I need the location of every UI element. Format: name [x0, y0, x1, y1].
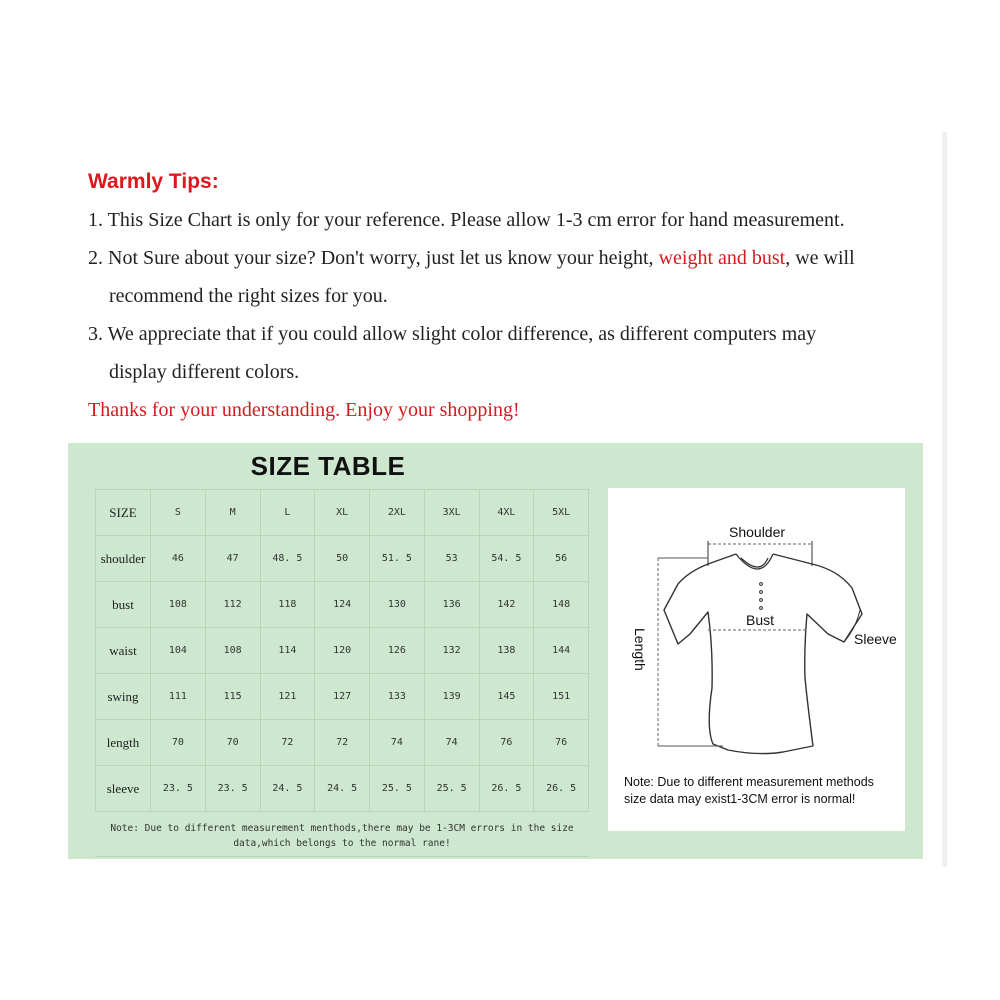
size-col-header: M — [205, 490, 260, 536]
table-cell: 139 — [424, 674, 479, 720]
page-edge-divider — [942, 132, 947, 867]
table-cell: 151 — [534, 674, 589, 720]
table-cell: 25. 5 — [424, 766, 479, 812]
size-table — [95, 489, 589, 812]
size-table-note — [95, 821, 589, 851]
table-cell: 51. 5 — [370, 536, 425, 582]
table-cell: 114 — [260, 628, 315, 674]
table-cell: 23. 5 — [205, 766, 260, 812]
table-cell: 148 — [534, 582, 589, 628]
table-cell: 121 — [260, 674, 315, 720]
row-label: shoulder — [96, 536, 151, 582]
table-cell: 108 — [205, 628, 260, 674]
table-cell: 70 — [151, 720, 206, 766]
table-cell: 47 — [205, 536, 260, 582]
table-cell: 46 — [151, 536, 206, 582]
table-cell: 142 — [479, 582, 534, 628]
table-cell: 56 — [534, 536, 589, 582]
tshirt-collar — [741, 558, 768, 567]
row-label: sleeve — [96, 766, 151, 812]
tip-2-text: 2. Not Sure about your size? Don't worry, just let us know your height, — [88, 247, 659, 269]
size-table-title: SIZE TABLE — [250, 451, 406, 481]
note-divider — [95, 856, 589, 857]
table-cell: 136 — [424, 582, 479, 628]
table-cell: 130 — [370, 582, 425, 628]
size-col-header: XL — [315, 490, 370, 536]
table-cell: 24. 5 — [315, 766, 370, 812]
table-cell: 145 — [479, 674, 534, 720]
table-cell: 144 — [534, 628, 589, 674]
table-cell: 118 — [260, 582, 315, 628]
table-cell: 115 — [205, 674, 260, 720]
shoulder-label: Shoulder — [729, 524, 786, 540]
button-2 — [760, 591, 763, 594]
table-cell: 48. 5 — [260, 536, 315, 582]
table-cell: 127 — [315, 674, 370, 720]
button-4 — [760, 607, 763, 610]
button-3 — [760, 599, 763, 602]
diagram-note-line2: size data may exist1-3CM error is normal! — [624, 792, 856, 806]
size-header-row — [96, 490, 589, 536]
row-label: waist — [96, 628, 151, 674]
size-table-note-line1: Note: Due to different measurement menthods,there may be 1-3CM errors in the size — [110, 823, 574, 834]
size-col-header: 5XL — [534, 490, 589, 536]
table-row — [96, 582, 589, 628]
size-col-header: 4XL — [479, 490, 534, 536]
size-col-header: L — [260, 490, 315, 536]
size-col-header: 3XL — [424, 490, 479, 536]
table-cell: 126 — [370, 628, 425, 674]
tip-2 — [88, 247, 855, 270]
tshirt-outline — [664, 554, 862, 754]
table-row — [96, 674, 589, 720]
table-cell: 26. 5 — [534, 766, 589, 812]
table-cell: 74 — [424, 720, 479, 766]
table-cell: 54. 5 — [479, 536, 534, 582]
length-label: Length — [632, 628, 648, 671]
size-col-header: S — [151, 490, 206, 536]
table-cell: 76 — [534, 720, 589, 766]
tip-1: 1. This Size Chart is only for your reference. Please allow 1-3 cm error for hand measurement. — [88, 209, 845, 231]
table-cell: 76 — [479, 720, 534, 766]
tip-3: 3. We appreciate that if you could allow slight color difference, as different computers may — [88, 323, 817, 345]
table-cell: 74 — [370, 720, 425, 766]
table-cell: 24. 5 — [260, 766, 315, 812]
table-cell: 23. 5 — [151, 766, 206, 812]
table-row — [96, 720, 589, 766]
row-label: bust — [96, 582, 151, 628]
table-cell: 104 — [151, 628, 206, 674]
table-row — [96, 628, 589, 674]
table-cell: 132 — [424, 628, 479, 674]
button-1 — [760, 583, 763, 586]
table-cell: 26. 5 — [479, 766, 534, 812]
diagram-note-line1: Note: Due to different measurement methods — [624, 775, 874, 789]
size-header-label: SIZE — [96, 490, 151, 536]
table-cell: 138 — [479, 628, 534, 674]
table-cell: 72 — [260, 720, 315, 766]
tip-3-continued: display different colors. — [109, 361, 300, 383]
table-row — [96, 766, 589, 812]
table-cell: 70 — [205, 720, 260, 766]
table-cell: 120 — [315, 628, 370, 674]
thanks-message: Thanks for your understanding. Enjoy your shopping! — [88, 399, 520, 421]
bust-label: Bust — [746, 612, 775, 628]
tip-2-continued: recommend the right sizes for you. — [109, 285, 388, 307]
table-cell: 108 — [151, 582, 206, 628]
tip-2-highlight: weight and bust — [658, 247, 786, 269]
table-cell: 112 — [205, 582, 260, 628]
size-col-header: 2XL — [370, 490, 425, 536]
diagram-note — [624, 774, 904, 808]
table-cell: 133 — [370, 674, 425, 720]
table-cell: 50 — [315, 536, 370, 582]
table-cell: 53 — [424, 536, 479, 582]
table-cell: 111 — [151, 674, 206, 720]
table-cell: 72 — [315, 720, 370, 766]
tip-2-text-end: , we will — [785, 247, 855, 269]
tips-title: Warmly Tips: — [88, 170, 219, 193]
table-cell: 124 — [315, 582, 370, 628]
table-row — [96, 536, 589, 582]
row-label: swing — [96, 674, 151, 720]
size-table-note-line2: data,which belongs to the normal rane! — [233, 838, 451, 849]
table-cell: 25. 5 — [370, 766, 425, 812]
row-label: length — [96, 720, 151, 766]
sleeve-label: Sleeve — [854, 631, 897, 647]
